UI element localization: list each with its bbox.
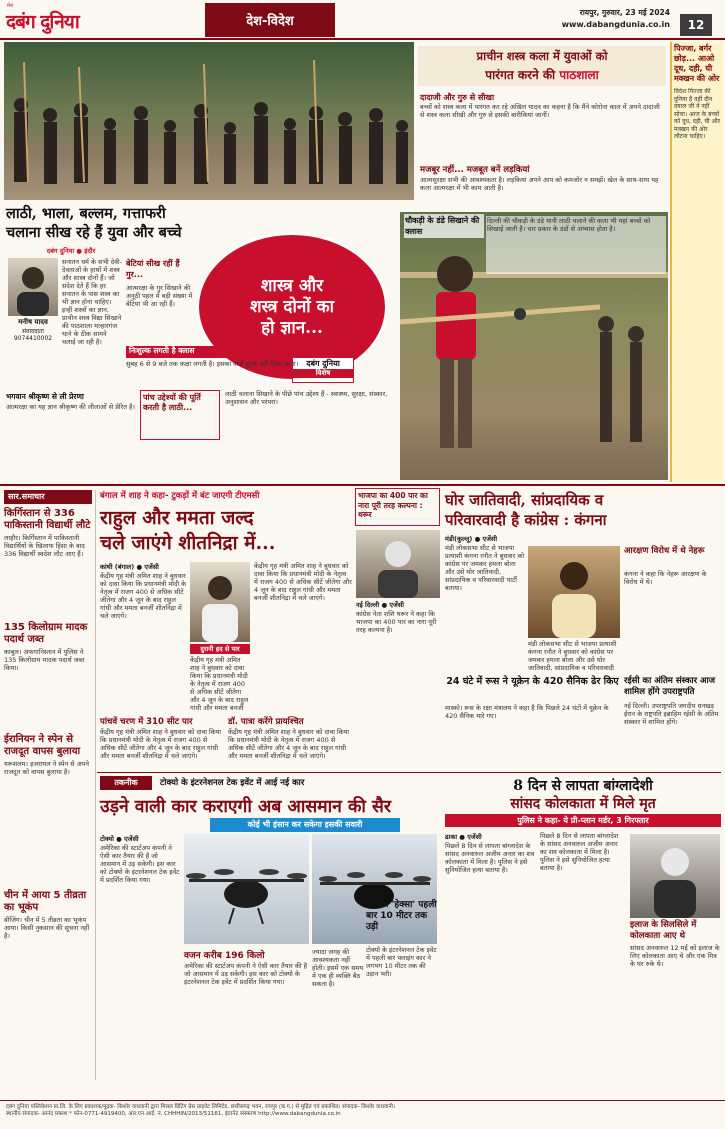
tech-sub-weight: वजन करीब 196 किलो — [184, 951, 265, 961]
reporter-name: मनीष यादव — [18, 318, 48, 326]
tmc-caption: दुरानी हद से पार — [190, 644, 250, 654]
kangana-headline-line2: परिवारवादी है कांग्रेस : कंगना — [445, 511, 607, 529]
logo-small-text: मेरा — [7, 3, 14, 9]
news-col-header: सार.समाचार — [4, 490, 92, 504]
section-rule-1 — [0, 484, 725, 486]
side-box-body: विदेश पिज्जा की दुनिया है वहीं दीन दयाल जी ने नहीं सोचा। आज के बच्चों को दूध, दही, घी और मक्खन की ओर लौटना चाहिए। — [674, 88, 721, 140]
group-figures — [4, 42, 414, 200]
lead-byline: दबंग दुनिया ● इंदौर — [46, 247, 96, 255]
circle-line1: शास्त्र और — [260, 275, 324, 296]
tech-sub: कोई भी इंसान कर सकेगा इसकी सवारी — [210, 818, 400, 832]
lead-body-bhagwan: आत्मरक्षा का यह ज्ञान श्रीकृष्ण की लीलाओं से प्रेरित है। — [6, 403, 135, 411]
news-item-body: बीजिंग। चीन में 5 तीव्रता का भूकंप आया। किसी नुकसान की सूचना नहीं है। — [4, 916, 90, 940]
news-item-3[interactable] — [4, 890, 92, 1016]
footer-imprint-line1: दबंग दुनिया पब्लिकेशन प्रा.लि. के लिए प्रकाशक/मुद्रक- किशोर वाधवानी द्वारा मित्तल प्रिंटिंग प्रेस प्राइवेट लिमिटेड, छत्तीसगढ़ भवन, रायपुर (छ.ग.) से मुद्रित एवं प्रकाशित। संपादक- किशोर वाधवानी। — [6, 1104, 396, 1110]
tech-kicker: टोक्यो के इंटरनेशनल टेक इवेंट में आई नई कार — [160, 778, 305, 788]
lead-headline — [6, 204, 276, 242]
tech-sub-hexa: इवेंट में 'हेक्सा' पहली बार 10 मीटर तक उड़ी — [366, 900, 437, 932]
lead-body-majboor: आत्मसुरक्षा सभी की आवश्यकता है। लड़कियां अपने आप को कमजोर न समझें। खेल के साथ-साथ यह कला आत्मरक्षा में भी काम आती है। — [420, 176, 659, 192]
bd-headline: सांसद कोलकाता में मिले मृत — [510, 796, 656, 812]
tmc-headline-line2: चले जाएंगे शीतनिद्रा में... — [100, 532, 276, 554]
news-item-body: काबुल। अफगानिस्तान में पुलिस ने 135 किलोग्राम मादक पदार्थ जब्त किया। — [4, 648, 85, 672]
ukraine-body: मास्को। रूस के रक्षा मंत्रालय ने कहा है कि पिछले 24 घंटों में यूक्रेन के 420 सैनिक मारे गए। — [445, 704, 609, 720]
news-item-2[interactable] — [4, 734, 92, 840]
tharoor-kicker: भाजपा का 400 पार का नारा पूरी तरह कल्पना : थरूर — [355, 488, 440, 526]
tech-headline: उड़ने वाली कार कराएगी अब आसमान की सैर — [100, 797, 392, 817]
tmc-sub1-body: केंद्रीय गृह मंत्री अमित शाह ने बुधवार को दावा किया कि प्रधानमंत्री मोदी के नेतृत्व में राजग 400 से अधिक सीटें जीतेगा और 4 जून के बाद राहुल गांधी और ममता बनर्जी शीतनिद्रा में चले जाएंगे। — [100, 728, 222, 760]
circle-badge-line1: दबंग दुनिया — [306, 359, 340, 368]
tech-weight-body: अमेरिका की स्टार्टअप कंपनी ने ऐसी कार तैयार की है जो आसमान में उड़ सकेगी। इस कार को टोक्यो के इंटरनेशनल टेक इवेंट में प्रदर्शित किया गया। — [184, 962, 308, 986]
tech-body: अमेरिका की स्टार्टअप कंपनी ने ऐसी कार तैयार की है जो आसमान में उड़ सकेगी। इस कार को टोक्यो के इंटरनेशनल टेक इवेंट में प्रदर्शित किया गया। — [100, 844, 180, 884]
reporter-silhouette — [8, 258, 58, 316]
aarakshan-body: कंगना ने कहा कि नेहरू आरक्षण के विरोध में थे। — [624, 570, 707, 586]
tmc-dateline: कांथी (बंगाल) ● एजेंसी — [100, 563, 159, 571]
side-box — [670, 42, 723, 482]
ukraine-title: 24 घंटे में रूस ने यूक्रेन के 420 सैनिक ढेर किए — [446, 676, 619, 687]
bd-body: पिछले 8 दिन से लापता बांग्लादेश के सांसद अनवारुल अजीम अनार का शव कोलकाता में मिला है। पुलिस ने इसे सुनियोजित हत्या बताया है। — [445, 842, 535, 874]
tmc-body-col3: केंद्रीय गृह मंत्री अमित शाह ने बुधवार को दावा किया कि प्रधानमंत्री मोदी के नेतृत्व में राजग 400 से अधिक सीटें जीतेगा और 4 जून के बाद राहुल गांधी और ममता बनर्जी शीतनिद्रा में चले जाएंगे। — [254, 562, 352, 602]
page-number: 12 — [680, 14, 712, 36]
lead-kicker-line2a: पारंगत करने की — [485, 68, 560, 82]
lead-body-betiyan: आत्मरक्षा के गुर सिखाने की अनूठी पहल में बड़ी संख्या में बेटियां भी आ रही हैं। — [126, 284, 193, 308]
tmc-body: केंद्रीय गृह मंत्री अमित शाह ने बुधवार को दावा किया कि प्रधानमंत्री मोदी के नेतृत्व में राजग 400 से अधिक सीटें जीतेगा और 4 जून के बाद राहुल गांधी और ममता बनर्जी शीतनिद्रा में चले जाएंगे। — [100, 572, 187, 620]
logo-text: दबंग दुनिया — [6, 11, 79, 33]
tmc-sub1: पांचवें चरण में 310 सीट पार — [100, 717, 193, 727]
tmc-headline-line1: राहुल और ममता जल्द — [100, 507, 254, 529]
reporter-phone: 9074410002 — [13, 335, 53, 342]
side-box-title: पिज्जा, बर्गर छोड़... आओ दूध, दही, घी मक्खन की ओर — [674, 44, 720, 83]
kangana-headline — [445, 490, 721, 530]
news-item-title: 135 किलोग्राम मादक पदार्थ जब्त — [4, 622, 88, 645]
lead-body-free: सुबह 6 से 9 बजे तक कक्षा लगती है। इसका कोई शुल्क नहीं लिया जाता। — [126, 360, 299, 368]
tech-dateline: टोक्यो ● एजेंसी — [100, 835, 139, 843]
shah-silhouette — [190, 562, 250, 642]
tmc-kicker: बंगाल में शाह ने कहा- टुकड़ों में बंट जाएगी टीएमसी — [100, 491, 260, 501]
reporter-role: संवाददाता — [22, 328, 44, 335]
kangana-body: मंडी लोकसभा सीट से भाजपा प्रत्याशी कंगना रनौत ने बुधवार को कांग्रेस पर जमकर हमला बोला और उसे घोर जातिवादी, सांप्रदायिक व परिवारवादी पार्टी बताया। — [445, 544, 525, 592]
kangana-body-col2: मंडी लोकसभा सीट से भाजपा प्रत्याशी कंगना रनौत ने बुधवार को कांग्रेस पर जमकर हमला बोला और उसे घोर जातिवादी, सांप्रदायिक व परिवारवादी — [528, 640, 617, 672]
bd-kicker: 8 दिन से लापता बांग्लादेशी — [513, 778, 653, 794]
tmc-body-col2: केंद्रीय गृह मंत्री अमित शाह ने बुधवार को दावा किया कि प्रधानमंत्री मोदी के नेतृत्व में राजग 400 से अधिक सीटें जीतेगा और 4 जून के बाद राहुल गांधी और ममता बनर्जी — [190, 656, 249, 712]
lead-body-panch: लाठी चलाना सिखाने के पीछे पांच उद्देश्य हैं - स्वास्थ्य, सुरक्षा, संस्कार, अनुशासन और परंपरा। — [225, 390, 388, 406]
lead-sub-chaukdi: चौकड़ी के डंडे सिखाने की क्लास — [404, 214, 484, 238]
lead-sub-panch: पांच उद्देश्यों की पूर्ति करती है लाठी... — [140, 390, 220, 440]
flying-car-photo — [184, 834, 309, 944]
news-item-title: ईरानियन ने स्पेन से राजदूत वापस बुलाया — [4, 734, 81, 757]
section-banner: देश-विदेश — [205, 3, 335, 37]
lead-headline-line1: लाठी, भाला, बल्लम, गत्ताफरी — [6, 205, 166, 222]
raisi-title: रईसी का अंतिम संस्कार आज शामिल होंगे उपराष्ट्रपति — [624, 676, 716, 697]
bd-body-col2: पिछले 8 दिन से लापता बांग्लादेश के सांसद अनवारुल अजीम अनार का शव कोलकाता में मिला है। पुलिस ने इसे सुनियोजित हत्या बताया है। — [540, 832, 619, 872]
masthead-date: रायपुर, गुरुवार, 23 मई 2024 — [579, 8, 670, 17]
flying-car-drawing — [184, 834, 309, 944]
circle-line2: शस्त्र दोनों का — [249, 296, 335, 317]
lead-group-photo — [4, 42, 414, 200]
lead-sub-dadaji: दादाजी और गुरु से सीखा — [420, 93, 495, 102]
tharoor-photo — [356, 530, 440, 598]
kangana-photo — [528, 546, 620, 638]
aarakshan-title: आरक्षण विरोध में थे नेहरू — [624, 546, 705, 556]
lead-sub-betiyan: बेटियां सीख रहीं हैं गुर... — [126, 259, 180, 279]
footer-imprint — [6, 1104, 719, 1118]
footer-imprint-line2: स्थानीय संपादक- आनंद प्रकाश * फोन-0771-4919400, आर.एन.आई. नं. CHHHIN/2013/51161, इंटरनेट संस्करण http://www.dabangdunia.co.in — [6, 1111, 341, 1117]
masthead-website[interactable]: www.dabangdunia.co.in — [561, 20, 670, 29]
bd-mp-silhouette — [630, 834, 720, 918]
bd-mp-photo — [630, 834, 720, 918]
lead-kicker-box — [418, 46, 666, 86]
tech-label: तकनीक — [100, 776, 152, 790]
tmc-headline — [100, 506, 352, 556]
tmc-sub2-body: केंद्रीय गृह मंत्री अमित शाह ने बुधवार को दावा किया कि प्रधानमंत्री मोदी के नेतृत्व में राजग 400 से अधिक सीटें जीतेगा और 4 जून के बाद राहुल गांधी और ममता बनर्जी शीतनिद्रा में चले जाएंगे। — [228, 728, 350, 760]
kangana-dateline: मंडी(कुल्लू) ● एजेंसी — [445, 535, 498, 543]
tmc-sub2: डॉ. पात्रा करेंगे प्रायश्चित — [228, 717, 304, 727]
lead-body-chaukdi: दिल्ली की चौकड़ी के डंडे यानी लाठी चलाने की कला भी यहां बच्चों को सिखाई जाती है। चार प्रकार के डंडों से अभ्यास होता है। — [486, 216, 666, 274]
news-item-title: किर्गिस्तान से 336 पाकिस्तानी विद्यार्थी लौटे — [4, 508, 91, 531]
bd-box-body: सांसद अनवारुल 12 मई को इलाज के लिए कोलकाता आए थे और एक मित्र के घर रुके थे। — [630, 944, 720, 968]
reporter-info — [8, 318, 58, 342]
col-divider — [95, 490, 96, 1080]
lead-sub-majboor: मजबूर नहीं... मजबूत बनें लड़कियां — [420, 165, 530, 175]
section-rule-2 — [97, 772, 721, 773]
news-item-title: चीन में आया 5 तीव्रता का भूकंप — [4, 890, 87, 913]
news-item-body: लाहौर। किर्गिस्तान में पाकिस्तानी विद्यार्थियों के खिलाफ हिंसा के बाद 336 विद्यार्थी स्वदेश लौट आए हैं। — [4, 534, 85, 558]
bd-sub: पुलिस ने कहा- ये प्री-प्लान मर्डर, 3 गिरफ्तार — [445, 814, 721, 827]
circle-line3: हो ज्ञान... — [261, 317, 323, 338]
bd-box-title: इलाज के सिलसिले में कोलकाता आए थे — [630, 920, 697, 941]
footer-rule — [0, 1100, 725, 1101]
kangana-headline-line1: घोर जातिवादी, सांप्रदायिक व — [445, 491, 604, 509]
bd-dateline: ढाका ● एजेंसी — [445, 833, 482, 841]
lead-kicker-line2b: पाठशाला — [559, 68, 599, 82]
lead-body-dadaji: बच्चों को शस्त्र कला में पारंगत कर रहे अखिल यादव का कहना है कि मैंने कोरोना काल में अपने दादाजी से शस्त्र कला सीखी और गुरु से इसकी बारीकियां जानीं। — [420, 103, 660, 119]
news-item-0[interactable] — [4, 508, 92, 604]
circle-badge-line2: विशेष — [293, 369, 353, 378]
tharoor-silhouette — [356, 530, 440, 598]
reporter-photo — [8, 258, 58, 316]
tech-body-col3: ज्यादा जगह की आवश्यकता नहीं होती। इसमें एक समय में एक ही व्यक्ति बैठ सकता है। — [312, 948, 364, 988]
news-item-1[interactable] — [4, 622, 92, 718]
tharoor-body: कांग्रेस नेता शशि थरूर ने कहा कि भाजपा का 400 पार का नारा पूरी तरह कल्पना है। — [356, 610, 437, 634]
raisi-body: नई दिल्ली। उपराष्ट्रपति जगदीप धनखड़ ईरान के राष्ट्रपति इब्राहिम रईसी के अंतिम संस्कार में शामिल होंगे। — [624, 702, 719, 726]
lead-body-intro: सनातन धर्म के सभी देवी-देवताओं के हाथों में शस्त्र और शास्त्र दोनों हैं। जो संदेश देते हैं कि हर सनातन के पास शस्त्र का भी ज्ञान होना चाहिए। इन्हीं शस्त्रों का ज्ञान, प्राचीन शस्त्र विद्या सिखाने की पाठशाला मल्हारगंज थाने के ठीक सामने चलाई जा रही है। — [62, 258, 122, 346]
kangana-silhouette — [528, 546, 620, 638]
shah-photo — [190, 562, 250, 642]
masthead-logo[interactable] — [6, 3, 86, 33]
news-item-body: यरूशलम। इजरायल ने स्पेन से अपने राजदूत को वापस बुलाया है। — [4, 760, 89, 776]
lead-sub-free: निःशुल्क लगती है क्लास — [126, 346, 296, 358]
lead-sub-bhagwan: भगवान श्रीकृष्ण से ली प्रेरणा — [6, 392, 84, 401]
lead-kicker-line1: प्राचीन शस्त्र कला में युवाओं को — [476, 49, 608, 63]
masthead-rule — [0, 38, 725, 40]
tharoor-dateline: नई दिल्ली ● एजेंसी — [356, 601, 404, 609]
lead-headline-line2: चलाना सीख रहे हैं युवा और बच्चे — [6, 224, 182, 241]
tech-hexa-body: टोक्यो के इंटरनेशनल टेक इवेंट में पहली बार फ्लाइंग कार ने लगभग 10 मीटर तक की उड़ान भरी। — [366, 946, 437, 978]
